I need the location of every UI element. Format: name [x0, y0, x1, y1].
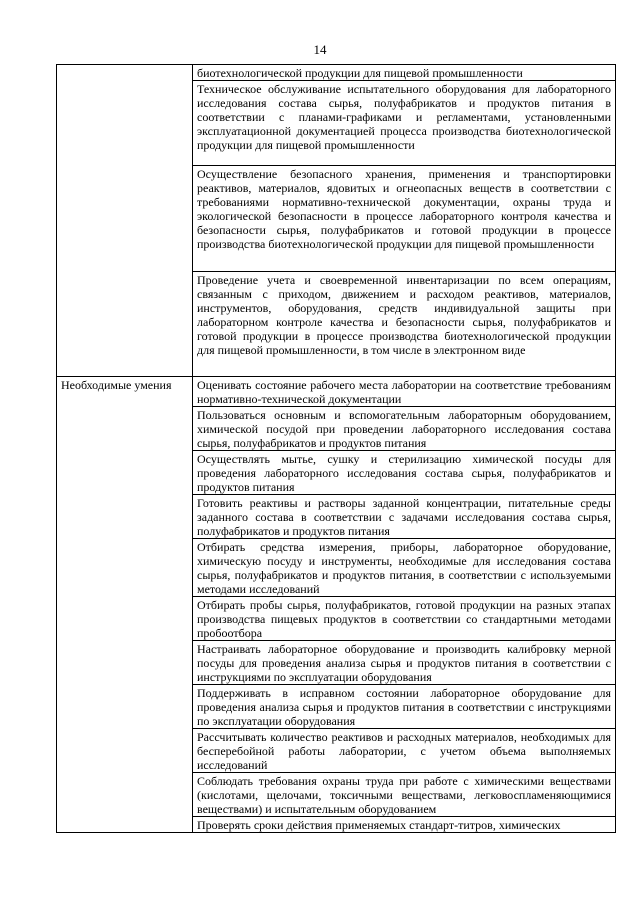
- page-number: 14: [313, 42, 327, 57]
- table-cell-description: Готовить реактивы и растворы заданной концентрации, питательные среды заданного состава в соответствии с задачами исследования состава сырья, полуфабрикатов и продуктов питания: [193, 495, 616, 539]
- table-cell-description: Отбирать пробы сырья, полуфабрикатов, готовой продукции на разных этапах производства пищевых продуктов в соответствии со стандартными методами пробоотбора: [193, 597, 616, 641]
- table-cell-description: Соблюдать требования охраны труда при работе с химическими веществами (кислотами, щелочами, токсичными веществами, легковоспламеняющимися веществами) и испытательным оборудованием: [193, 773, 616, 817]
- table-cell-description: Отбирать средства измерения, приборы, лабораторное оборудование, химическую посуду и инструменты, необходимые для исследования состава сырья, полуфабрикатов и продуктов питания, в соответствии с используемыми методами исследований: [193, 539, 616, 597]
- table-cell-description: Настраивать лабораторное оборудование и производить калибровку мерной посуды для проведения анализа сырья и продуктов питания в соответствии с инструкциями по эксплуатации оборудования: [193, 641, 616, 685]
- table-cell-description: Оценивать состояние рабочего места лаборатории на соответствие требованиям нормативно-технической документации: [193, 377, 616, 407]
- table-cell-description: Осуществлять мытье, сушку и стерилизацию химической посуды для проведения лабораторного исследования состава сырья, полуфабрикатов и продуктов питания: [193, 451, 616, 495]
- table-cell-description: Осуществление безопасного хранения, применения и транспортировки реактивов, материалов, ядовитых и огнеопасных веществ в соответствии с требованиями нормативно-технической документации, охраны труда и экологической безопасности в процессе лабораторного контроля качества и безопасности сырья, полуфабрикатов и готовой продукции в процессе производства биотехнологической продукции для пищевой промышленности: [193, 166, 616, 272]
- table-row: [57, 65, 616, 81]
- section-label: Необходимые умения: [57, 377, 193, 833]
- table-cell-description: Проверять сроки действия применяемых стандарт-титров, химических: [193, 817, 616, 833]
- table-cell-description: Рассчитывать количество реактивов и расходных материалов, необходимых для бесперебойной работы лаборатории, с учетом объема выполняемых исследований: [193, 729, 616, 773]
- table-cell-description: Пользоваться основным и вспомогательным лабораторным оборудованием, химической посудой при проведении лабораторного исследования состава сырья, полуфабрикатов и продуктов питания: [193, 407, 616, 451]
- section-label: [57, 65, 193, 377]
- table-row: [57, 377, 616, 407]
- competency-table: [56, 64, 616, 833]
- table-cell-description: Техническое обслуживание испытательного оборудования для лабораторного исследования состава сырья, полуфабрикатов и продуктов питания в соответствии с планами-графиками и регламентами, установленными эксплуатационной документацией процесса производства биотехнологической продукции для пищевой промышленности: [193, 81, 616, 166]
- table-cell-description: биотехнологической продукции для пищевой промышленности: [193, 65, 616, 81]
- table-cell-description: Проведение учета и своевременной инвентаризации по всем операциям, связанным с приходом, движением и расходом реактивов, материалов, инструментов, оборудования, средств индивидуальной защиты при лабораторном контроле качества и безопасности сырья, полуфабрикатов и готовой продукции в процессе производства биотехнологической продукции для пищевой промышленности, в том числе в электронном виде: [193, 272, 616, 377]
- table-cell-description: Поддерживать в исправном состоянии лабораторное оборудование для проведения анализа сырья и продуктов питания в соответствии с инструкциями по эксплуатации оборудования: [193, 685, 616, 729]
